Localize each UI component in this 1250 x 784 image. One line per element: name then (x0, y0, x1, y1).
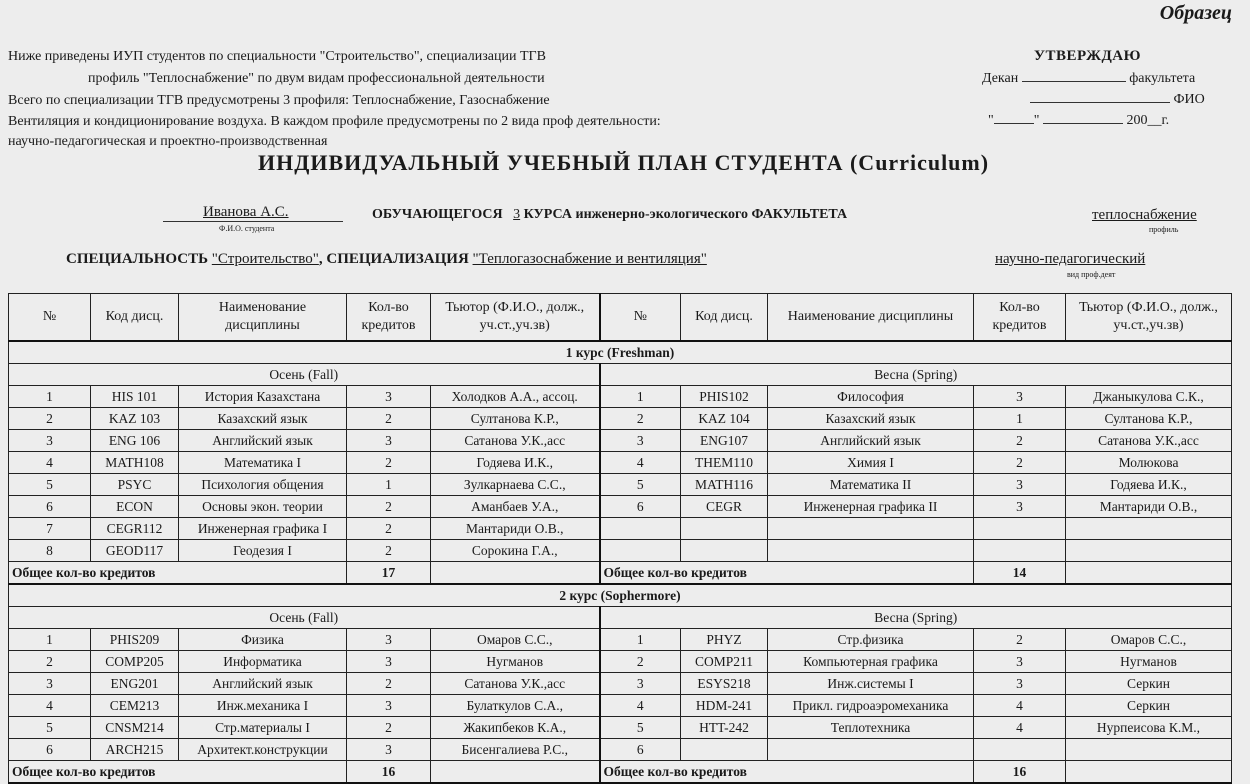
fall-name-cell: Основы экон. теории (179, 496, 347, 518)
fall-name-cell: Стр.материалы I (179, 717, 347, 739)
fall-tutor-cell: Годяева И.К., (431, 452, 600, 474)
fall-label: Осень (Fall) (9, 364, 600, 386)
fall-name-cell: История Казахстана (179, 386, 347, 408)
table-row (9, 651, 1232, 673)
spring-code-cell: HTT-242 (681, 717, 768, 739)
fall-credits-cell: 2 (347, 496, 431, 518)
spring-code-cell: HDM-241 (681, 695, 768, 717)
spring-num-cell: 3 (600, 673, 681, 695)
spring-code-cell: PHYZ (681, 629, 768, 651)
header-credits: Кол-во кредитов (347, 294, 431, 342)
spring-name-cell: Компьютерная графика (768, 651, 974, 673)
fall-credits-cell: 2 (347, 673, 431, 695)
table-row (9, 673, 1232, 695)
spring-num-cell: 1 (600, 629, 681, 651)
spring-tutor-cell (1066, 540, 1232, 562)
spring-credits-cell (974, 540, 1066, 562)
spring-name-cell: Стр.физика (768, 629, 974, 651)
spring-name-cell: Химия I (768, 452, 974, 474)
header-num: № (9, 294, 91, 342)
fall-code-cell: GEOD117 (91, 540, 179, 562)
spring-num-cell: 5 (600, 474, 681, 496)
fall-tutor-cell: Мантариди О.В., (431, 518, 600, 540)
table-row (9, 717, 1232, 739)
table-row (9, 739, 1232, 761)
spring-tutor-cell: Серкин (1066, 673, 1232, 695)
fall-name-cell: Инженерная графика I (179, 518, 347, 540)
date-quote-open: " (988, 113, 994, 128)
spring-credits-cell: 4 (974, 695, 1066, 717)
spring-tutor-cell: Омаров С.С., (1066, 629, 1232, 651)
spring-code-cell: THEM110 (681, 452, 768, 474)
intro-line-5: научно-педагогическая и проектно-производственная (8, 134, 328, 149)
header-credits: Кол-во кредитов (974, 294, 1066, 342)
spring-name-cell: Инженерная графика II (768, 496, 974, 518)
spring-total-label: Общее кол-во кредитов (600, 761, 974, 784)
fall-name-cell: Английский язык (179, 673, 347, 695)
spring-code-cell: CEGR (681, 496, 768, 518)
approve-faculty: факультета (1129, 71, 1196, 86)
fall-label: Осень (Fall) (9, 607, 600, 629)
total-row (9, 562, 1232, 585)
table-row (9, 540, 1232, 562)
specialization-value: "Теплогазоснабжение и вентиляция" (472, 251, 707, 267)
spring-num-cell: 5 (600, 717, 681, 739)
fall-credits-cell: 3 (347, 430, 431, 452)
fall-num-cell: 4 (9, 452, 91, 474)
fall-name-cell: Физика (179, 629, 347, 651)
fall-code-cell: ENG201 (91, 673, 179, 695)
fall-credits-cell: 2 (347, 452, 431, 474)
date-quote-close: " (1033, 113, 1040, 128)
spring-name-cell: Английский язык (768, 430, 974, 452)
spring-num-cell: 4 (600, 695, 681, 717)
spring-code-cell (681, 518, 768, 540)
fall-total-credits: 17 (347, 562, 431, 585)
fall-name-cell: Психология общения (179, 474, 347, 496)
spring-num-cell: 1 (600, 386, 681, 408)
spring-label: Весна (Spring) (600, 607, 1232, 629)
approve-year: 200__г. (1126, 113, 1170, 128)
fall-name-cell: Математика I (179, 452, 347, 474)
specialty-value: "Строительство" (211, 251, 319, 267)
intro-line-1: Ниже приведены ИУП студентов по специальности "Строительство", специализации ТГВ (8, 49, 546, 64)
fall-num-cell: 3 (9, 673, 91, 695)
table-row (9, 386, 1232, 408)
spring-name-cell: Математика II (768, 474, 974, 496)
spring-name-cell (768, 739, 974, 761)
activity-value: научно-педагогический (995, 251, 1146, 267)
spring-tutor-cell: Годяева И.К., (1066, 474, 1232, 496)
fall-num-cell: 2 (9, 651, 91, 673)
fall-credits-cell: 3 (347, 739, 431, 761)
header-name: Наименование дисциплины (768, 294, 974, 342)
table-row (9, 496, 1232, 518)
spring-credits-cell: 3 (974, 474, 1066, 496)
spring-tutor-cell: Султанова К.Р., (1066, 408, 1232, 430)
spring-code-cell: PHIS102 (681, 386, 768, 408)
fall-tutor-cell: Холодков А.А., ассоц. (431, 386, 600, 408)
activity-caption: вид проф.деят (1067, 270, 1116, 279)
fall-code-cell: ECON (91, 496, 179, 518)
approve-dean-line (982, 71, 1195, 87)
curriculum-table-body (9, 294, 1232, 784)
spring-total-empty (1066, 562, 1232, 585)
fall-tutor-cell: Султанова К.Р., (431, 408, 600, 430)
spring-code-cell (681, 540, 768, 562)
spring-num-cell: 3 (600, 430, 681, 452)
fall-tutor-cell: Нугманов (431, 651, 600, 673)
fall-code-cell: CNSM214 (91, 717, 179, 739)
spring-tutor-cell: Серкин (1066, 695, 1232, 717)
spring-num-cell (600, 540, 681, 562)
spring-credits-cell: 1 (974, 408, 1066, 430)
profile-value: теплоснабжение (1092, 207, 1197, 223)
fall-num-cell: 3 (9, 430, 91, 452)
fall-code-cell: HIS 101 (91, 386, 179, 408)
spring-num-cell: 2 (600, 651, 681, 673)
fall-num-cell: 5 (9, 474, 91, 496)
semester-header-row (9, 607, 1232, 629)
fall-credits-cell: 2 (347, 717, 431, 739)
spring-tutor-cell: Сатанова У.К.,асс (1066, 430, 1232, 452)
fall-total-label: Общее кол-во кредитов (9, 562, 347, 585)
spring-code-cell: ESYS218 (681, 673, 768, 695)
fall-credits-cell: 3 (347, 651, 431, 673)
fall-num-cell: 1 (9, 386, 91, 408)
table-row (9, 408, 1232, 430)
spring-code-cell: KAZ 104 (681, 408, 768, 430)
spring-credits-cell: 2 (974, 629, 1066, 651)
sample-label: Образец (1159, 2, 1232, 24)
intro-line-4: Вентиляция и кондиционирование воздуха. В каждом профиле предусмотрены по 2 вида проф деятельности: (8, 114, 661, 129)
spring-tutor-cell: Нурпеисова К.М., (1066, 717, 1232, 739)
spring-total-empty (1066, 761, 1232, 784)
year-label: 1 курс (Freshman) (9, 341, 1232, 364)
fall-num-cell: 6 (9, 739, 91, 761)
fall-tutor-cell: Омаров С.С., (431, 629, 600, 651)
table-row (9, 629, 1232, 651)
spring-name-cell: Казахский язык (768, 408, 974, 430)
spring-name-cell: Прикл. гидроаэромеханика (768, 695, 974, 717)
fall-code-cell: CEGR112 (91, 518, 179, 540)
fall-tutor-cell: Сатанова У.К.,асс (431, 430, 600, 452)
fall-num-cell: 2 (9, 408, 91, 430)
fall-total-credits: 16 (347, 761, 431, 784)
table-header-row (9, 294, 1232, 342)
fall-name-cell: Информатика (179, 651, 347, 673)
student-name-caption: Ф.И.О. студента (219, 224, 275, 233)
spring-name-cell (768, 540, 974, 562)
fall-tutor-cell: Жакипбеков К.А., (431, 717, 600, 739)
fall-credits-cell: 2 (347, 518, 431, 540)
fall-tutor-cell: Зулкарнаева С.С., (431, 474, 600, 496)
student-name: Иванова А.С. (203, 204, 289, 220)
fall-code-cell: PSYC (91, 474, 179, 496)
spring-code-cell: MATH116 (681, 474, 768, 496)
spring-credits-cell: 2 (974, 430, 1066, 452)
approve-fio: ФИО (1173, 92, 1205, 107)
approve-title: УТВЕРЖДАЮ (1034, 48, 1142, 64)
spring-tutor-cell (1066, 739, 1232, 761)
fall-num-cell: 8 (9, 540, 91, 562)
spring-num-cell: 4 (600, 452, 681, 474)
spring-credits-cell (974, 518, 1066, 540)
fall-num-cell: 4 (9, 695, 91, 717)
studying-suffix: КУРСА инженерно-экологического ФАКУЛЬТЕТА (523, 207, 848, 222)
specialization-label: СПЕЦИАЛИЗАЦИЯ (326, 251, 469, 267)
fall-num-cell: 1 (9, 629, 91, 651)
spring-name-cell: Философия (768, 386, 974, 408)
fall-name-cell: Английский язык (179, 430, 347, 452)
semester-header-row (9, 364, 1232, 386)
fall-name-cell: Инж.механика I (179, 695, 347, 717)
spring-credits-cell (974, 739, 1066, 761)
spring-credits-cell: 4 (974, 717, 1066, 739)
spring-num-cell: 2 (600, 408, 681, 430)
fall-total-empty (431, 562, 600, 585)
fall-total-label: Общее кол-во кредитов (9, 761, 347, 784)
spring-num-cell (600, 518, 681, 540)
fall-credits-cell: 1 (347, 474, 431, 496)
spring-total-label: Общее кол-во кредитов (600, 562, 974, 585)
year-label: 2 курс (Sophermore) (9, 584, 1232, 607)
intro-line-3: Всего по специализации ТГВ предусмотрены 3 профиля: Теплоснабжение, Газоснабжение (8, 93, 550, 108)
spring-num-cell: 6 (600, 496, 681, 518)
fall-code-cell: KAZ 103 (91, 408, 179, 430)
fall-credits-cell: 2 (347, 408, 431, 430)
approve-fio-line (1030, 92, 1205, 108)
spring-credits-cell: 3 (974, 496, 1066, 518)
fall-num-cell: 7 (9, 518, 91, 540)
fall-code-cell: ENG 106 (91, 430, 179, 452)
spring-tutor-cell: Нугманов (1066, 651, 1232, 673)
spring-credits-cell: 3 (974, 673, 1066, 695)
fall-credits-cell: 3 (347, 629, 431, 651)
spring-credits-cell: 3 (974, 651, 1066, 673)
studying-line (372, 207, 847, 223)
fall-code-cell: CEM213 (91, 695, 179, 717)
approve-date-line (988, 113, 1169, 129)
table-row (9, 474, 1232, 496)
spring-tutor-cell: Молюкова (1066, 452, 1232, 474)
table-row (9, 430, 1232, 452)
header-code: Код дисц. (91, 294, 179, 342)
fall-tutor-cell: Бисенгалиева Р.С., (431, 739, 600, 761)
day-blank (994, 123, 1034, 124)
fall-tutor-cell: Аманбаев У.А., (431, 496, 600, 518)
course-number: 3 (513, 207, 521, 222)
table-row (9, 695, 1232, 717)
fall-credits-cell: 3 (347, 386, 431, 408)
total-row (9, 761, 1232, 784)
profile-caption: профиль (1149, 225, 1179, 234)
spring-name-cell: Теплотехника (768, 717, 974, 739)
fall-code-cell: PHIS209 (91, 629, 179, 651)
fall-name-cell: Казахский язык (179, 408, 347, 430)
specialty-line: СПЕЦИАЛЬНОСТЬ "Строительство", СПЕЦИАЛИЗАЦИЯ "Теплогазоснабжение и вентиляция" (66, 251, 707, 267)
fall-tutor-cell: Сатанова У.К.,асс (431, 673, 600, 695)
student-name-underline (163, 204, 343, 222)
spring-num-cell: 6 (600, 739, 681, 761)
fall-num-cell: 5 (9, 717, 91, 739)
fall-total-empty (431, 761, 600, 784)
header-num: № (600, 294, 681, 342)
spring-tutor-cell: Мантариди О.В., (1066, 496, 1232, 518)
spring-code-cell (681, 739, 768, 761)
year-header-row (9, 584, 1232, 607)
fall-num-cell: 6 (9, 496, 91, 518)
fall-code-cell: ARCH215 (91, 739, 179, 761)
fall-name-cell: Геодезия I (179, 540, 347, 562)
header-tutor: Тьютор (Ф.И.О., долж., уч.ст.,уч.зв) (431, 294, 600, 342)
year-header-row (9, 341, 1232, 364)
fall-tutor-cell: Сорокина Г.А., (431, 540, 600, 562)
document-title: ИНДИВИДУАЛЬНЫЙ УЧЕБНЫЙ ПЛАН СТУДЕНТА (Curriculum) (258, 150, 990, 175)
header-name: Наименование дисциплины (179, 294, 347, 342)
fall-name-cell: Архитект.конструкции (179, 739, 347, 761)
spring-tutor-cell (1066, 518, 1232, 540)
spring-name-cell (768, 518, 974, 540)
fall-code-cell: COMP205 (91, 651, 179, 673)
spring-total-credits: 16 (974, 761, 1066, 784)
fio-blank (1030, 102, 1170, 103)
spring-credits-cell: 2 (974, 452, 1066, 474)
spring-credits-cell: 3 (974, 386, 1066, 408)
fall-credits-cell: 3 (347, 695, 431, 717)
spring-tutor-cell: Джаныкулова С.К., (1066, 386, 1232, 408)
curriculum-table (8, 293, 1232, 784)
fall-code-cell: MATH108 (91, 452, 179, 474)
table-row (9, 452, 1232, 474)
header-code: Код дисц. (681, 294, 768, 342)
dean-blank (1022, 81, 1126, 82)
fall-credits-cell: 2 (347, 540, 431, 562)
spring-total-credits: 14 (974, 562, 1066, 585)
fall-tutor-cell: Булаткулов С.А., (431, 695, 600, 717)
month-blank (1043, 123, 1123, 124)
approve-dean: Декан (982, 71, 1019, 86)
intro-line-2: профиль "Теплоснабжение" по двум видам профессиональной деятельности (88, 71, 545, 86)
spring-code-cell: ENG107 (681, 430, 768, 452)
table-row (9, 518, 1232, 540)
header-tutor: Тьютор (Ф.И.О., долж., уч.ст.,уч.зв) (1066, 294, 1232, 342)
spring-label: Весна (Spring) (600, 364, 1232, 386)
specialty-label: СПЕЦИАЛЬНОСТЬ (66, 251, 209, 267)
spring-code-cell: COMP211 (681, 651, 768, 673)
studying-prefix: ОБУЧАЮЩЕГОСЯ (372, 207, 503, 222)
spring-name-cell: Инж.системы I (768, 673, 974, 695)
